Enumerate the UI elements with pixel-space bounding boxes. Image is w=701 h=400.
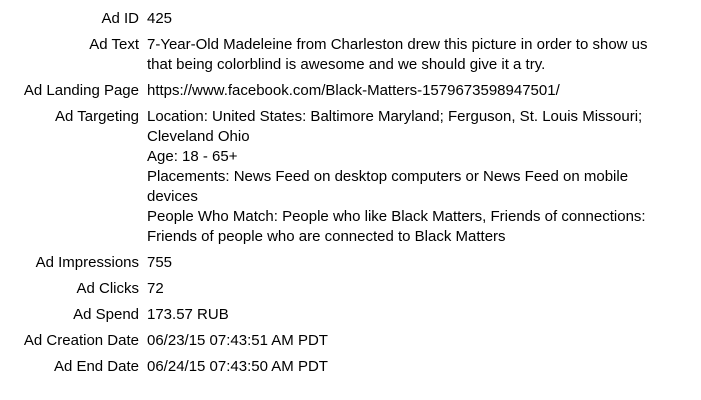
ad-spend-label: Ad Spend (73, 306, 139, 323)
ad-text-line: 7-Year-Old Madeleine from Charleston drew this picture in order to show us (147, 36, 648, 53)
targeting-people-line: People Who Match: People who like Black Matters, Friends of connections: (147, 208, 646, 225)
ad-targeting-row (0, 107, 701, 253)
ad-text-line: that being colorblind is awesome and we should give it a try. (147, 56, 546, 73)
targeting-location-line: Cleveland Ohio (147, 128, 250, 145)
targeting-placements-line: devices (147, 188, 198, 205)
ad-details-table (0, 9, 701, 383)
targeting-location-line: Location: United States: Baltimore Maryland; Ferguson, St. Louis Missouri; (147, 108, 643, 125)
ad-targeting-value (147, 107, 701, 253)
ad-clicks-value: 72 (147, 280, 164, 297)
ad-text-label: Ad Text (89, 36, 139, 53)
ad-spend-row (0, 305, 701, 331)
ad-landing-page-row (0, 81, 701, 107)
ad-impressions-label: Ad Impressions (35, 254, 139, 271)
ad-id-row (0, 9, 701, 35)
targeting-placements-line: Placements: News Feed on desktop computers or News Feed on mobile (147, 168, 629, 185)
ad-targeting-label: Ad Targeting (55, 108, 139, 125)
ad-id-label: Ad ID (101, 10, 139, 27)
ad-creation-date-row (0, 331, 701, 357)
ad-spend-value: 173.57 RUB (147, 306, 229, 323)
ad-end-date-row (0, 357, 701, 383)
ad-impressions-row (0, 253, 701, 279)
ad-end-date-label: Ad End Date (53, 358, 139, 375)
ad-creation-date-label: Ad Creation Date (23, 332, 139, 349)
ad-clicks-label: Ad Clicks (76, 280, 139, 297)
targeting-people-line: Friends of people who are connected to Black Matters (147, 228, 506, 245)
ad-landing-page-label: Ad Landing Page (23, 82, 139, 99)
targeting-age-line: Age: 18 - 65+ (147, 148, 238, 165)
ad-landing-page-url: https://www.facebook.com/Black-Matters-1579673598947501/ (147, 82, 560, 99)
ad-text-value (147, 35, 701, 81)
ad-clicks-row (0, 279, 701, 305)
ad-text-row (0, 35, 701, 81)
ad-id-value: 425 (147, 10, 173, 27)
ad-creation-date-value: 06/23/15 07:43:51 AM PDT (147, 332, 328, 349)
ad-impressions-value: 755 (147, 254, 173, 271)
ad-end-date-value: 06/24/15 07:43:50 AM PDT (147, 358, 328, 375)
